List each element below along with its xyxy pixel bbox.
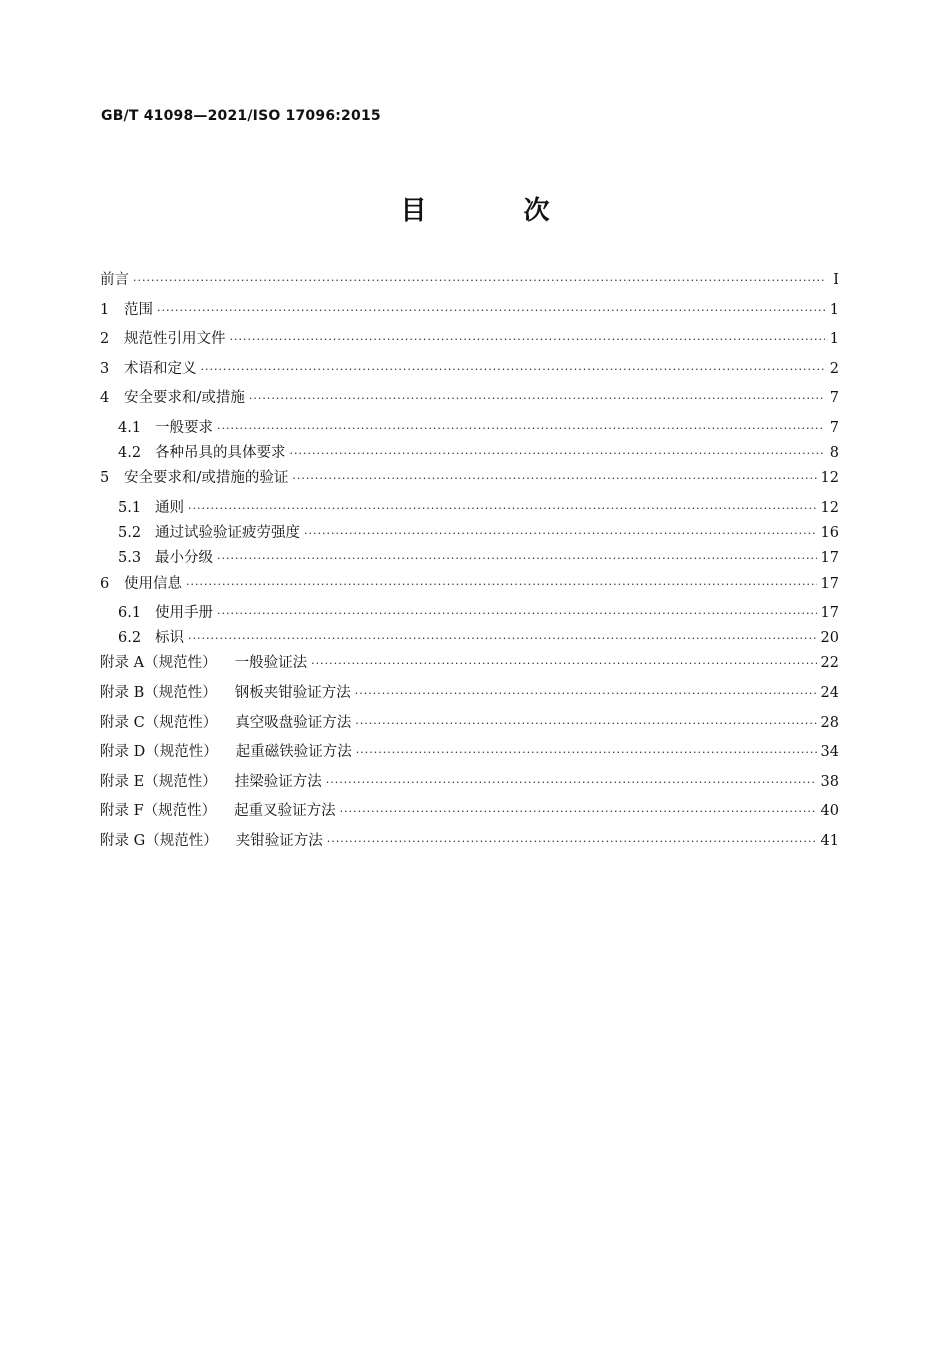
- toc-entry-label: [118, 441, 286, 462]
- toc-leader-dots: [188, 502, 817, 515]
- toc-entry-number: 4.2: [118, 445, 142, 462]
- toc-entry[interactable]: [100, 681, 839, 711]
- toc-entry-number: 6.1: [118, 605, 142, 622]
- toc-entry-label: [100, 740, 352, 761]
- toc-entry-label: [118, 416, 213, 437]
- toc-entry-text: 真空吸盘验证方法: [235, 714, 352, 731]
- toc-entry-label: [100, 466, 288, 487]
- toc-entry-label: [100, 298, 153, 319]
- toc-entry-page: 8: [829, 445, 839, 462]
- toc-entry-text: 钢板夹钳验证方法: [234, 685, 351, 702]
- toc-entry-text: 标识: [155, 630, 184, 647]
- toc-entry-label: [118, 546, 213, 567]
- toc-entry-number: 1: [100, 301, 110, 318]
- toc-entry[interactable]: [100, 546, 839, 571]
- toc-entry-number: 5.3: [118, 550, 142, 567]
- toc-entry-label: [100, 651, 307, 672]
- toc-entry-text: 最小分级: [155, 550, 213, 567]
- toc-leader-dots: [133, 274, 825, 287]
- toc-entry-number: 附录 E（规范性）: [100, 773, 217, 790]
- toc-entry-label: [118, 626, 184, 647]
- toc-entry-text: 术语和定义: [124, 360, 197, 377]
- toc-entry-label: [100, 711, 351, 732]
- toc-entry[interactable]: [100, 327, 839, 357]
- toc-entry[interactable]: [100, 711, 839, 741]
- toc-entry[interactable]: [100, 829, 839, 859]
- toc-leader-dots: [355, 717, 816, 730]
- toc-entry-label: [100, 770, 322, 791]
- toc-entry-page: 12: [820, 499, 839, 516]
- toc-entry[interactable]: [100, 770, 839, 800]
- toc-entry[interactable]: [100, 416, 839, 441]
- toc-leader-dots: [311, 657, 816, 670]
- toc-entry-number: 6.2: [118, 630, 142, 647]
- toc-entry-number: 附录 A（规范性）: [100, 655, 217, 672]
- toc-entry[interactable]: [100, 298, 839, 328]
- toc-leader-dots: [290, 447, 826, 460]
- toc-entry-label: [118, 496, 184, 517]
- toc-entry[interactable]: [100, 601, 839, 626]
- toc-entry-text: 一般要求: [155, 419, 213, 436]
- toc-entry[interactable]: [100, 740, 839, 770]
- toc-entry-page: 1: [829, 301, 839, 318]
- toc-entry-number: 附录 G（规范性）: [100, 833, 218, 850]
- toc-entry-text: 各种吊具的具体要求: [155, 445, 286, 462]
- toc-entry-page: 34: [820, 744, 839, 761]
- toc-entry-text: 前言: [100, 272, 129, 288]
- toc-leader-dots: [292, 472, 816, 485]
- toc-leader-dots: [188, 632, 817, 645]
- table-of-contents: [100, 268, 839, 859]
- toc-entry-text: 挂梁验证方法: [234, 773, 322, 790]
- toc-entry-page: 7: [829, 390, 839, 407]
- toc-entry[interactable]: [100, 626, 839, 651]
- toc-entry-text: 范围: [124, 301, 153, 318]
- toc-entry-number: 5.2: [118, 525, 142, 542]
- toc-leader-dots: [217, 552, 817, 565]
- toc-entry-label: [100, 386, 245, 407]
- toc-entry-label: [100, 829, 323, 850]
- toc-entry[interactable]: [100, 441, 839, 466]
- toc-entry-text: 通过试验验证疲劳强度: [155, 525, 300, 542]
- toc-leader-dots: [217, 422, 825, 435]
- toc-entry-number: 4: [100, 390, 110, 407]
- toc-leader-dots: [326, 776, 817, 789]
- toc-entry-label: [100, 268, 129, 289]
- toc-entry-page: Ⅰ: [833, 272, 839, 288]
- toc-leader-dots: [201, 363, 826, 376]
- toc-entry-number: 附录 B（规范性）: [100, 685, 217, 702]
- toc-entry-page: 17: [820, 575, 839, 592]
- toc-entry-label: [118, 521, 300, 542]
- toc-entry[interactable]: [100, 799, 839, 829]
- toc-entry[interactable]: [100, 572, 839, 602]
- toc-entry[interactable]: [100, 496, 839, 521]
- toc-entry-page: 22: [820, 655, 839, 672]
- toc-entry-number: 6: [100, 575, 110, 592]
- toc-entry-text: 起重磁铁验证方法: [235, 744, 352, 761]
- toc-leader-dots: [340, 805, 817, 818]
- toc-entry-page: 40: [820, 803, 839, 820]
- toc-entry-page: 17: [820, 605, 839, 622]
- toc-entry-label: [100, 327, 226, 348]
- toc-entry-text: 通则: [155, 499, 184, 516]
- toc-entry-label: [100, 681, 351, 702]
- toc-entry-text: 夹钳验证方法: [235, 833, 323, 850]
- toc-entry-text: 使用手册: [155, 605, 213, 622]
- toc-entry-label: [118, 601, 213, 622]
- toc-entry-text: 安全要求和/或措施的验证: [124, 470, 289, 487]
- toc-entry-page: 38: [820, 773, 839, 790]
- toc-entry-page: 41: [820, 833, 839, 850]
- toc-entry-page: 28: [820, 714, 839, 731]
- toc-entry-text: 使用信息: [124, 575, 182, 592]
- toc-entry-page: 16: [820, 525, 839, 542]
- toc-entry-number: 5.1: [118, 499, 142, 516]
- toc-entry[interactable]: [100, 386, 839, 416]
- toc-entry-number: 5: [100, 470, 110, 487]
- toc-entry-text: 安全要求和/或措施: [124, 390, 245, 407]
- toc-entry-number: 3: [100, 360, 110, 377]
- toc-entry-label: [100, 799, 336, 820]
- toc-entry-label: [100, 572, 182, 593]
- toc-entry-number: 附录 F（规范性）: [100, 803, 217, 820]
- toc-entry[interactable]: [100, 521, 839, 546]
- toc-entry-page: 12: [820, 470, 839, 487]
- toc-title: 目 次: [400, 196, 594, 226]
- toc-leader-dots: [327, 835, 817, 848]
- toc-leader-dots: [356, 746, 817, 759]
- toc-leader-dots: [157, 304, 825, 317]
- toc-entry[interactable]: [100, 466, 839, 496]
- toc-entry-page: 7: [829, 419, 839, 436]
- toc-entry-label: [100, 357, 197, 378]
- toc-entry[interactable]: [100, 357, 839, 387]
- standard-code: GB/T 41098—2021/ISO 17096:2015: [101, 108, 381, 124]
- toc-entry-number: 2: [100, 331, 110, 348]
- toc-leader-dots: [304, 527, 817, 540]
- toc-entry-page: 24: [820, 685, 839, 702]
- toc-entry-text: 规范性引用文件: [124, 331, 226, 348]
- toc-entry[interactable]: [100, 651, 839, 681]
- toc-entry-text: 一般验证法: [234, 655, 308, 672]
- toc-entry-page: 2: [829, 360, 839, 377]
- toc-entry-page: 20: [820, 630, 839, 647]
- toc-leader-dots: [186, 578, 817, 591]
- toc-leader-dots: [230, 333, 826, 346]
- toc-entry-page: 17: [820, 550, 839, 567]
- toc-entry[interactable]: [100, 268, 839, 298]
- toc-leader-dots: [217, 607, 817, 620]
- toc-entry-number: 附录 C（规范性）: [100, 714, 218, 731]
- toc-leader-dots: [355, 687, 817, 700]
- toc-entry-text: 起重叉验证方法: [234, 803, 336, 820]
- toc-entry-number: 附录 D（规范性）: [100, 744, 218, 761]
- toc-entry-number: 4.1: [118, 419, 142, 436]
- toc-entry-page: 1: [829, 331, 839, 348]
- toc-leader-dots: [249, 392, 825, 405]
